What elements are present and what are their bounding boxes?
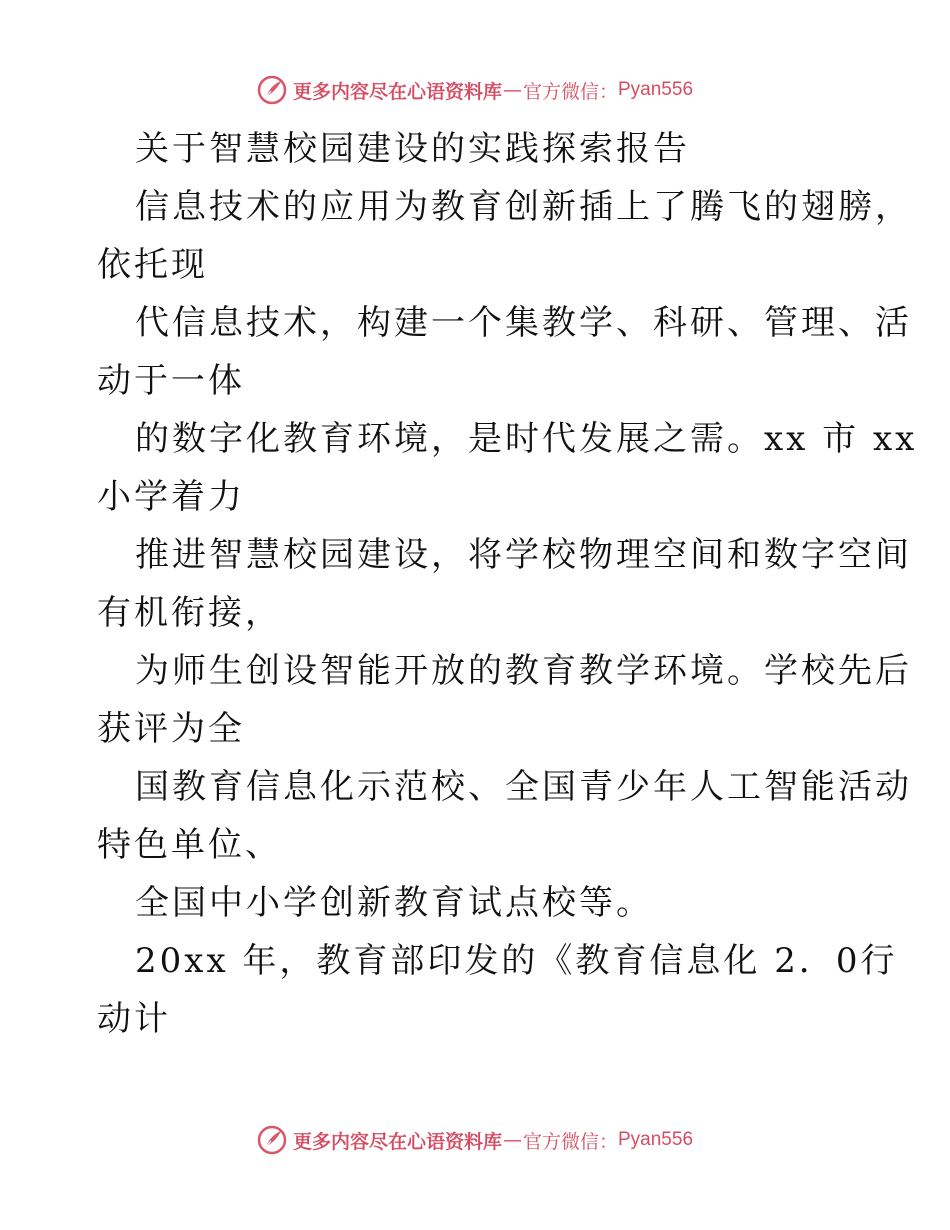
document-line: 代信息技术，构建一个集教学、科研、管理、活 — [135, 303, 912, 343]
banner-wechat-id: Pyan556 — [618, 1129, 694, 1150]
document-line: 为师生创设智能开放的教育教学环境。学校先后 — [135, 651, 912, 691]
document-line: 全国中小学创新教育试点校等。 — [135, 883, 653, 923]
banner-sub-text: 官方微信： — [522, 1130, 618, 1153]
document-line: 依托现 — [97, 245, 208, 285]
banner-dash: — — [502, 1129, 522, 1151]
banner-dash: — — [502, 79, 522, 101]
document-line: 小学着力 — [97, 477, 245, 517]
document-line: 国教育信息化示范校、全国青少年人工智能活动 — [135, 767, 912, 807]
header-watermark-banner — [0, 70, 950, 110]
banner-main-text: 更多内容尽在心语资料库 — [292, 80, 502, 103]
feather-logo-icon — [257, 75, 287, 105]
feather-logo-icon — [257, 1125, 287, 1155]
footer-watermark-banner — [0, 1120, 950, 1160]
banner-main-text: 更多内容尽在心语资料库 — [292, 1130, 502, 1153]
document-line: 动于一体 — [97, 361, 245, 401]
document-line: 动计 — [97, 999, 171, 1039]
banner-wechat-id: Pyan556 — [618, 79, 694, 100]
banner-sub-text: 官方微信： — [522, 80, 618, 103]
document-line: 20xx 年，教育部印发的《教育信息化 2．0行 — [135, 941, 898, 981]
document-body — [97, 120, 918, 1048]
document-line: 推进智慧校园建设，将学校物理空间和数字空间 — [135, 535, 912, 575]
document-title: 关于智慧校园建设的实践探索报告 — [135, 129, 690, 169]
document-line: 的数字化教育环境，是时代发展之需。xx 市 xx — [135, 419, 918, 459]
document-line: 特色单位、 — [97, 825, 282, 865]
document-line: 获评为全 — [97, 709, 245, 749]
document-line: 有机衔接， — [97, 593, 282, 633]
document-line: 信息技术的应用为教育创新插上了腾飞的翅膀， — [135, 187, 912, 227]
